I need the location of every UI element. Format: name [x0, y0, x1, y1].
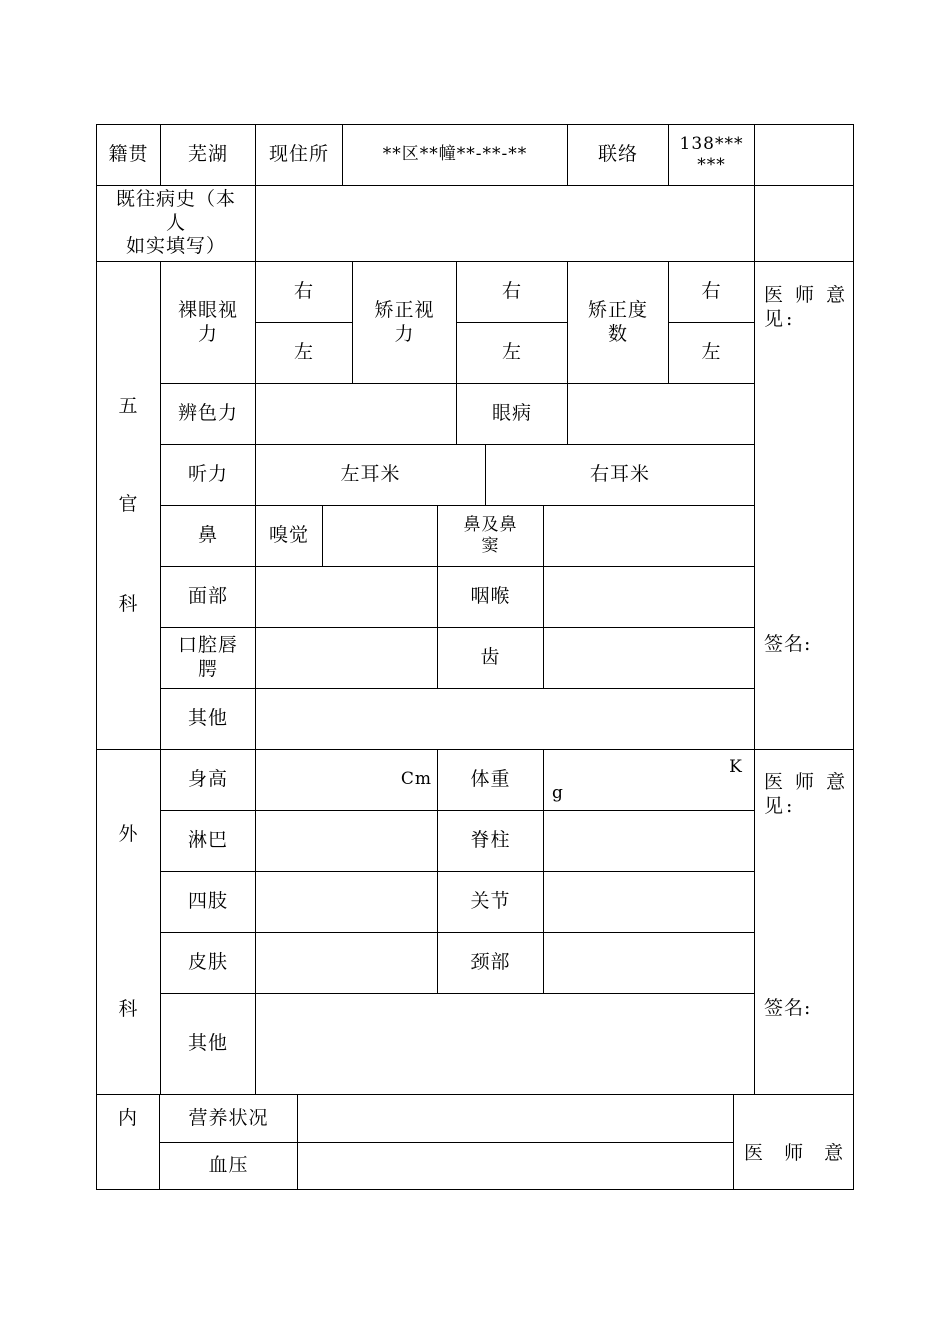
lymph-label: 淋巴: [187, 829, 228, 852]
address-value: **区**幢**-**-**: [382, 144, 528, 165]
skin-label: 皮肤: [187, 951, 228, 974]
surgery-other-label: 其他: [187, 1032, 228, 1055]
height-unit: Cm: [400, 769, 432, 790]
facial-other-label: 其他: [187, 707, 228, 730]
rule: [853, 1094, 854, 1190]
surgery-section-char: 外: [118, 823, 139, 846]
facial-section-char: 五: [118, 395, 139, 418]
contact-label: 联络: [597, 143, 638, 166]
limbs-label: 四肢: [187, 890, 228, 913]
hearing-label: 听力: [187, 463, 228, 486]
nose-label: 鼻: [197, 524, 218, 547]
rule: [255, 185, 256, 261]
weight-label: 体重: [470, 768, 511, 791]
rule: [754, 124, 755, 1095]
neck-label: 颈部: [470, 951, 511, 974]
blood-pressure-label: 血压: [208, 1154, 249, 1177]
contact-value: 138*** ***: [679, 133, 744, 175]
corrected-vision-label: 矫正视 力: [374, 298, 435, 345]
rule: [297, 1094, 298, 1190]
rule: [853, 124, 854, 1095]
rule: [543, 749, 544, 993]
facial-doctor-opinion: 医 师 意 见:: [764, 284, 849, 330]
corrected-degree-left: 左: [701, 341, 722, 364]
joints-label: 关节: [470, 890, 511, 913]
surgery-doctor-opinion: 医 师 意 见:: [764, 771, 849, 817]
corrected-vision-right: 右: [501, 280, 522, 303]
eye-disease-label: 眼病: [491, 402, 532, 425]
rule: [543, 505, 544, 688]
left-ear-label: 左耳米: [340, 463, 401, 486]
smell-label: 嗅觉: [268, 524, 309, 547]
rule: [96, 1189, 854, 1190]
native-place-value: 芜湖: [187, 143, 228, 166]
corrected-vision-left: 左: [501, 341, 522, 364]
weight-unit-k: K: [729, 757, 743, 778]
surgery-signature: 签名:: [764, 997, 812, 1019]
nose-sinus-label: 鼻及鼻 窦: [463, 514, 518, 556]
right-ear-label: 右耳米: [589, 463, 650, 486]
facial-section-char: 官: [118, 493, 139, 516]
rule: [322, 505, 323, 566]
corrected-degree-label: 矫正度 数: [587, 298, 648, 345]
naked-vision-label: 裸眼视 力: [177, 298, 238, 345]
rule: [255, 261, 256, 1095]
internal-section-char: 内: [117, 1107, 138, 1130]
spine-label: 脊柱: [470, 829, 511, 852]
color-vision-label: 辨色力: [177, 402, 238, 425]
mouth-lip-palate-label: 口腔唇 腭: [177, 634, 238, 680]
naked-vision-left: 左: [293, 341, 314, 364]
height-label: 身高: [187, 768, 228, 791]
address-label: 现住所: [268, 143, 329, 166]
nutrition-label: 营养状况: [188, 1106, 269, 1129]
medical-history-label: 既往病史（本 人 如实填写）: [115, 187, 236, 258]
native-place-label: 籍贯: [108, 143, 149, 166]
internal-doctor-opinion: 医 师 意: [744, 1142, 847, 1164]
surgery-section-char: 科: [118, 998, 139, 1021]
facial-section-char: 科: [118, 593, 139, 616]
weight-unit-g: g: [552, 783, 564, 804]
throat-label: 咽喉: [470, 585, 511, 608]
naked-vision-right: 右: [293, 280, 314, 303]
corrected-degree-right: 右: [701, 280, 722, 303]
face-label: 面部: [187, 585, 228, 608]
rule: [733, 1094, 734, 1190]
teeth-label: 齿: [480, 646, 501, 669]
facial-signature: 签名:: [764, 633, 812, 655]
